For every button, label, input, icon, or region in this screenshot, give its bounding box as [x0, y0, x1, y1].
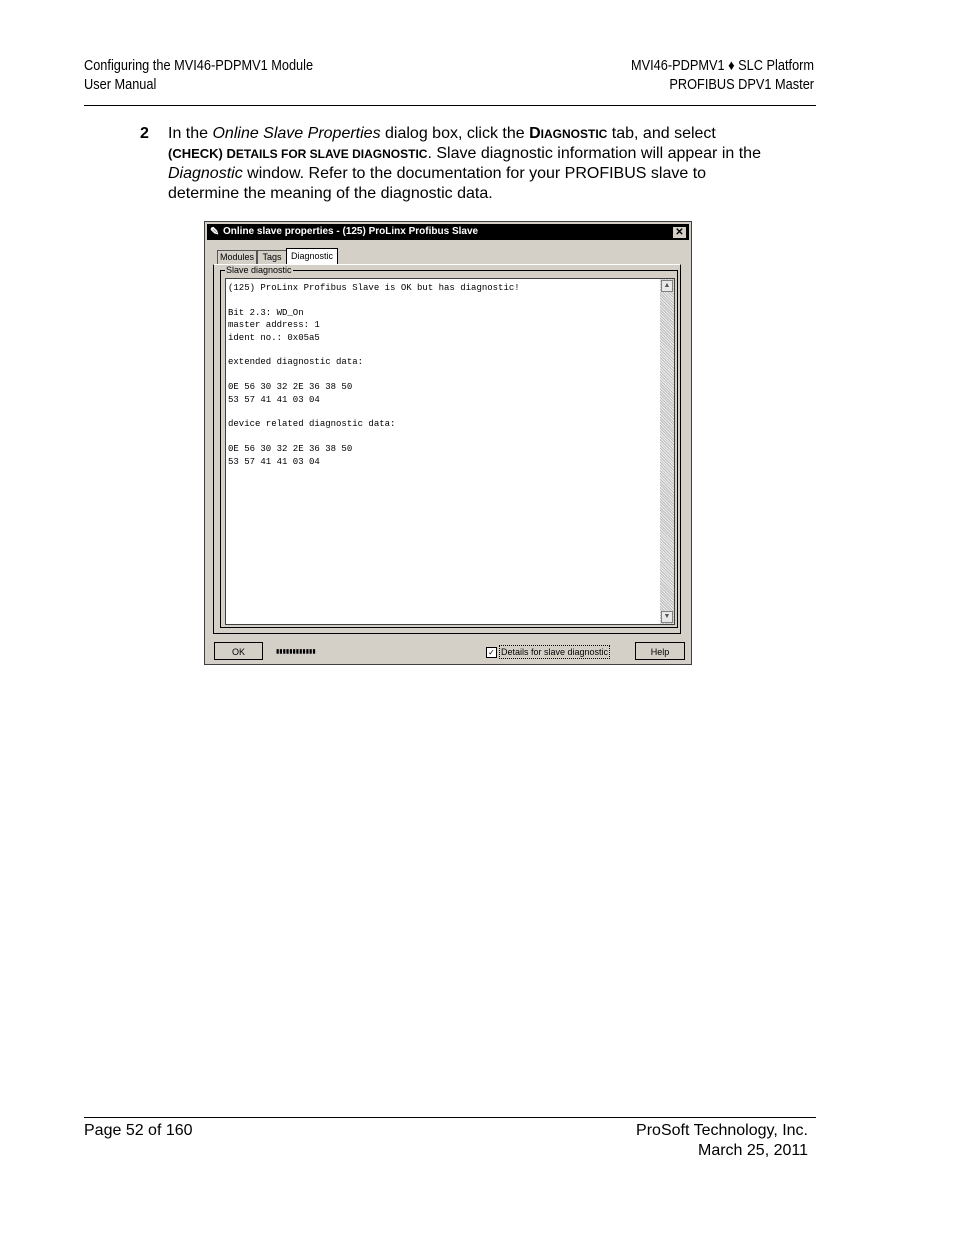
- header-doc-title: Configuring the MVI46-PDPMV1 Module: [84, 58, 314, 74]
- details-checkbox[interactable]: ✓: [486, 647, 497, 658]
- online-slave-properties-dialog: [204, 221, 692, 665]
- details-checkbox-label[interactable]: Details for slave diagnostic: [501, 647, 609, 657]
- close-icon[interactable]: ✕: [672, 226, 687, 239]
- scroll-down-icon[interactable]: ▼: [661, 611, 673, 623]
- footer-company: ProSoft Technology, Inc.: [636, 1122, 808, 1139]
- tab-diagnostic[interactable]: Diagnostic: [286, 248, 338, 265]
- footer-right: [636, 1121, 808, 1161]
- header-doc-type: User Manual: [84, 77, 157, 93]
- footer-date: March 25, 2011: [698, 1142, 808, 1159]
- tab-tags[interactable]: Tags: [257, 250, 287, 264]
- app-icon: ✎: [210, 226, 220, 238]
- ok-button[interactable]: OK: [214, 642, 263, 660]
- diagnostic-text-area[interactable]: [225, 278, 675, 625]
- header-left: [84, 57, 313, 95]
- help-button[interactable]: Help: [635, 642, 685, 660]
- scroll-up-icon[interactable]: ▲: [661, 280, 673, 292]
- footer-rule: [84, 1117, 816, 1118]
- header-right: [631, 57, 814, 95]
- header-rule: [84, 105, 816, 106]
- diagnostic-output: (125) ProLinx Profibus Slave is OK but has diagnostic! Bit 2.3: WD_On master address: 1 ident no.: 0x05a5 extended diagnostic data: 0E 56 30 32 2E 36 38 50 53 57 41 41 03 04 device related diagnostic data: 0E 56 30 32 2E 36 38 50 53 57 41 41 03 04: [228, 283, 520, 467]
- dialog-titlebar[interactable]: [207, 224, 689, 240]
- group-label: Slave diagnostic: [226, 265, 292, 275]
- header-protocol: PROFIBUS DPV1 Master: [669, 77, 814, 93]
- slave-diagnostic-group: [220, 265, 678, 628]
- header-product: MVI46-PDPMV1 ♦ SLC Platform: [630, 58, 814, 74]
- vertical-scrollbar[interactable]: [660, 279, 674, 624]
- dialog-title: Online slave properties - (125) ProLinx Profibus Slave: [223, 226, 479, 237]
- step-instructions: In the Online Slave Properties dialog box, click the DIAGNOSTIC tab, and select (CHECK) DETAILS FOR SLAVE DIAGNOSTIC. Slave diagnostic information will appear in the Diagnostic window. Refer to the documentation for your PROFIBUS slave to determine the meaning of the diagnostic data.: [168, 125, 761, 202]
- activity-indicator: ▮▮▮▮▮▮▮▮▮▮▮▮: [276, 649, 316, 655]
- tab-panel: [213, 264, 681, 634]
- tab-modules[interactable]: Modules: [217, 250, 257, 264]
- page-number: Page 52 of 160: [84, 1122, 193, 1139]
- step-number: 2: [140, 125, 149, 142]
